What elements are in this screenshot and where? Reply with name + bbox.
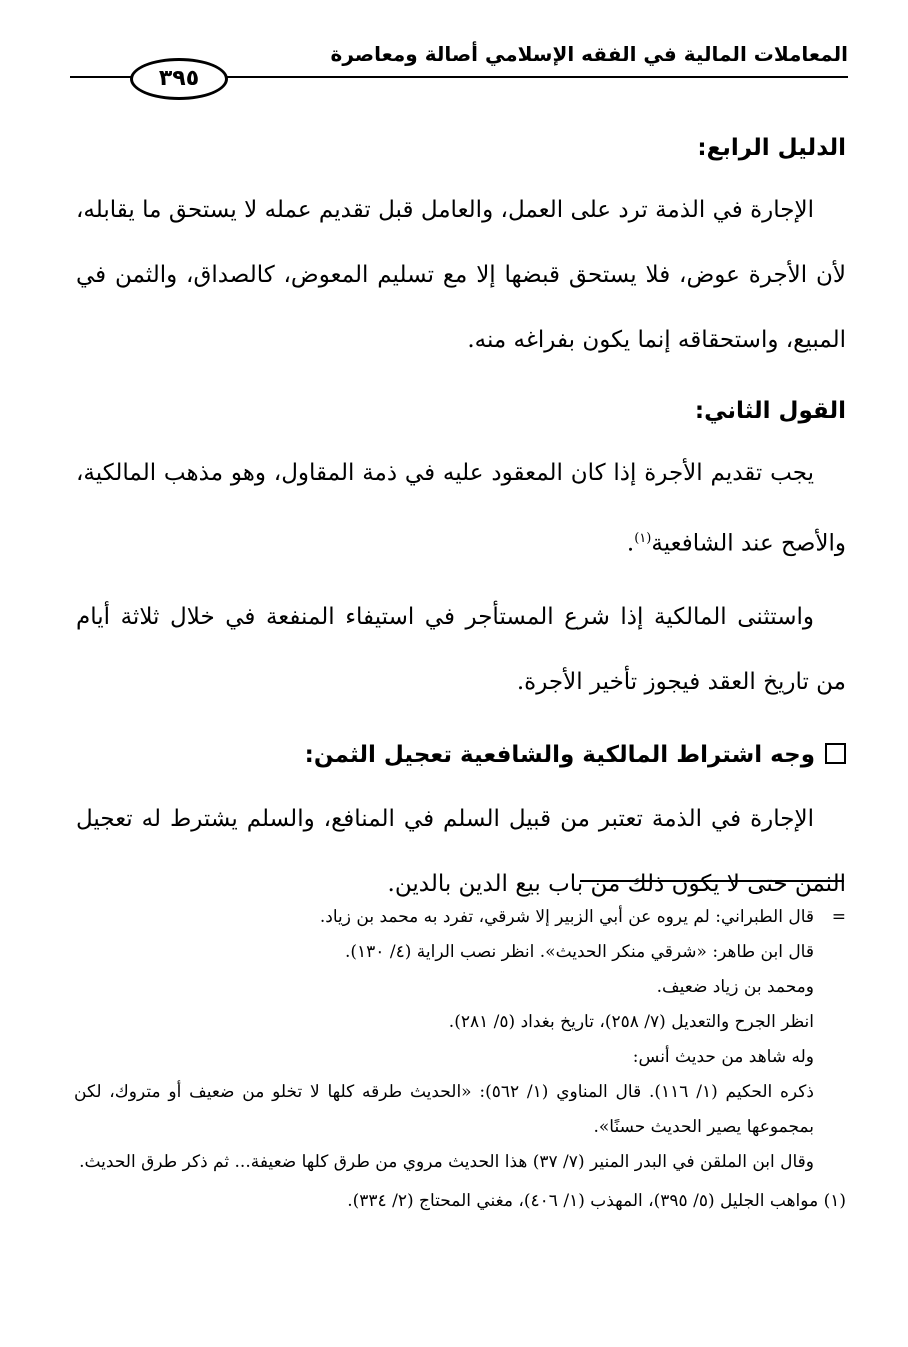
footnote-line: قال الطبراني: لم يروه عن أبي الزبير إلا شرقي، تفرد به محمد بن زياد. [319, 907, 814, 927]
paragraph-2-end: . [626, 530, 635, 557]
footnote-line: قال ابن طاهر: «شرقي منكر الحديث». انظر نصب الراية (٤/ ١٣٠). [345, 942, 814, 962]
footnote-line: انظر الجرح والتعديل (٧/ ٢٥٨)، تاريخ بغداد (٥/ ٢٨١). [448, 1012, 814, 1032]
heading-second-opinion: القول الثاني: [694, 398, 846, 424]
footnote-line: ذكره الحكيم (١/ ١١٦). قال المناوي (١/ ٥٦٢): «الحديث طرقه كلها لا تخلو من ضعيف أو متروك، لكن بمجموعها يصير الحديث حسنًا». [74, 1082, 814, 1137]
section-heading-text: وجه اشتراط المالكية والشافعية تعجيل الثمن: [304, 741, 815, 768]
footnotes [74, 900, 846, 1219]
continuation-mark: = [831, 907, 846, 927]
footnote-rule [580, 880, 844, 882]
paragraph-3: واستثنى المالكية إذا شرع المستأجر في استيفاء المنفعة في خلال ثلاثة أيام من تاريخ العقد فيجوز تأخير الأجرة. [76, 603, 846, 695]
paragraph-2 [76, 441, 846, 577]
footnote-ref-1[interactable]: (١) [634, 531, 652, 546]
paragraph-2-text: يجب تقديم الأجرة إذا كان المعقود عليه في ذمة المقاول، وهو مذهب المالكية، والأصح عند الشافعية [76, 460, 846, 557]
footnote-line: ومحمد بن زياد ضعيف. [656, 977, 814, 997]
section-heading [76, 723, 846, 787]
paragraph-1: الإجارة في الذمة ترد على العمل، والعامل قبل تقديم عمله لا يستحق ما يقابله، لأن الأجرة عوض، فلا يستحق قبضها إلا مع تسليم المعوض، كالصداق، والثمن في المبيع، واستحقاقه إنما يكون بفراغه منه. [76, 197, 846, 353]
paragraph-4: الإجارة في الذمة تعتبر من قبيل السلم في المنافع، والسلم يشترط له تعجيل الثمن حتى لا يكون ذلك من باب بيع الدين بالدين. [76, 805, 846, 897]
footnote-continuation [74, 900, 846, 1180]
book-title: المعاملات المالية في الفقه الإسلامي أصالة ومعاصرة [330, 42, 848, 66]
footnote-line: وقال ابن الملقن في البدر المنير (٧/ ٣٧) هذا الحديث مروي من طرق كلها ضعيفة... ثم ذكر طرق الحديث. [79, 1152, 814, 1172]
page-number: ٣٩٥ [130, 58, 228, 100]
footnote-line: وله شاهد من حديث أنس: [632, 1047, 814, 1067]
page-header [70, 38, 848, 98]
heading-fourth-evidence: الدليل الرابع: [697, 135, 846, 161]
main-text [76, 118, 846, 925]
checkbox-square-icon [825, 743, 846, 764]
footnote-1: (١) مواهب الجليل (٥/ ٣٩٥)، المهذب (١/ ٤٠٦)، مغني المحتاج (٢/ ٣٣٤). [347, 1191, 846, 1211]
